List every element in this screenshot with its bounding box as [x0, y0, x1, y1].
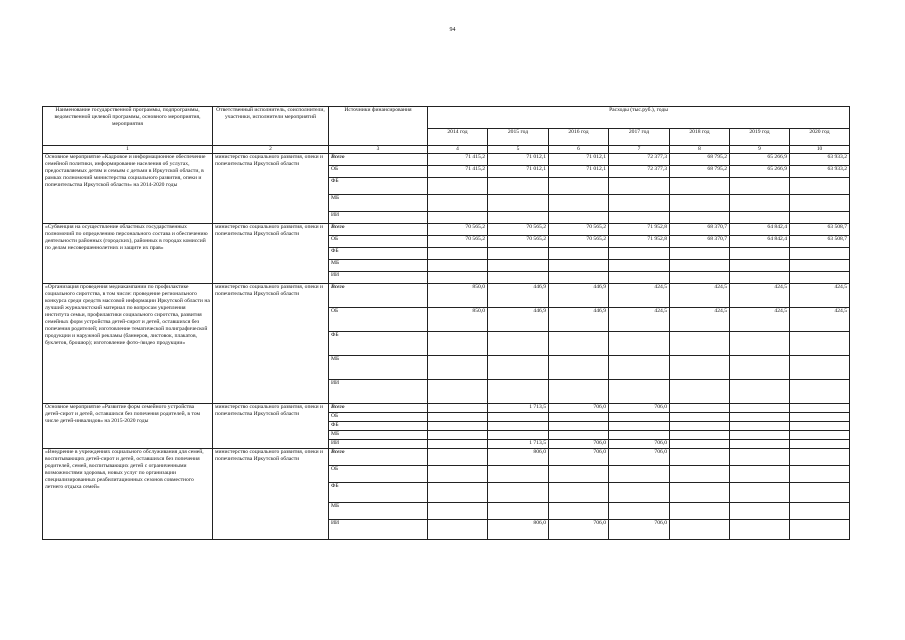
expense-value: 424,5	[609, 308, 670, 332]
funding-source: ОБ	[329, 236, 428, 248]
expense-value	[670, 260, 730, 272]
expense-value	[428, 520, 488, 540]
funding-source: ИИ	[329, 272, 428, 284]
expense-value	[730, 212, 790, 224]
expense-value	[730, 422, 790, 431]
expense-value	[609, 272, 670, 284]
expense-value	[609, 212, 670, 224]
expense-value: 424,5	[670, 308, 730, 332]
expense-value	[488, 503, 549, 520]
expense-value	[790, 212, 850, 224]
expense-value	[670, 195, 730, 212]
expense-value	[730, 404, 790, 413]
expense-value	[488, 356, 549, 380]
expense-value: 70 565,2	[549, 236, 609, 248]
funding-source: ОБ	[329, 166, 428, 178]
expense-value	[488, 380, 549, 404]
expense-value: 63 933,2	[790, 166, 850, 178]
expense-value	[730, 332, 790, 356]
expense-value: 63 933,2	[790, 154, 850, 166]
expense-value	[549, 422, 609, 431]
funding-source: ФБ	[329, 178, 428, 195]
expense-value	[428, 413, 488, 422]
expense-value	[609, 356, 670, 380]
expense-value	[428, 422, 488, 431]
expense-value: 71 952,8	[609, 224, 670, 236]
header-program: Наименование государственной программы, подпрограммы, ведомственной целевой программы, основного мероприятия, мероприятия	[43, 107, 213, 146]
expense-value: 71 012,1	[488, 154, 549, 166]
expense-value: 446,9	[549, 308, 609, 332]
expense-value	[428, 380, 488, 404]
expense-value: 70 565,2	[428, 236, 488, 248]
expense-value	[790, 356, 850, 380]
expense-value	[549, 413, 609, 422]
expense-value	[790, 178, 850, 195]
expense-value: 850,0	[428, 284, 488, 308]
header-year: 2014 год	[428, 128, 488, 145]
expense-value: 446,9	[488, 284, 549, 308]
expense-value	[488, 431, 549, 440]
expense-value	[730, 503, 790, 520]
expense-value	[488, 260, 549, 272]
expense-value	[790, 413, 850, 422]
expense-value	[549, 212, 609, 224]
expense-value	[670, 503, 730, 520]
funding-source: Всего	[329, 284, 428, 308]
expense-value	[549, 332, 609, 356]
expense-value: 70 565,2	[428, 224, 488, 236]
expense-value	[488, 272, 549, 284]
expense-value	[790, 503, 850, 520]
header-executor: Ответственный исполнитель, соисполнители, участники, исполнители мероприятий	[213, 107, 329, 146]
expense-value	[790, 422, 850, 431]
expense-value: 1 713,5	[488, 404, 549, 413]
column-index: 4	[428, 146, 488, 154]
funding-source: ФБ	[329, 422, 428, 431]
expense-value	[730, 466, 790, 483]
expense-value	[488, 178, 549, 195]
expense-value	[730, 440, 790, 449]
expense-value	[549, 431, 609, 440]
expense-value	[549, 356, 609, 380]
expense-value	[730, 195, 790, 212]
column-index: 6	[549, 146, 609, 154]
funding-source: МБ	[329, 503, 428, 520]
expense-value	[670, 413, 730, 422]
table-row	[43, 224, 850, 236]
measure-executor: министерство социального развития, опеки и попечительства Иркутской области	[213, 284, 329, 404]
expense-value	[790, 466, 850, 483]
funding-source: Всего	[329, 224, 428, 236]
expense-value	[790, 380, 850, 404]
expense-value: 71 012,1	[549, 166, 609, 178]
table-row	[43, 404, 850, 413]
measure-description: «Субвенция на осуществление областных государственных полномочий по определению персонального состава и обеспечению деятельности районных (городских), районных в городах комиссий по делам несовершеннолетних и защите их прав»	[43, 224, 213, 284]
expense-value	[488, 332, 549, 356]
expense-value: 424,5	[730, 308, 790, 332]
expense-value	[428, 431, 488, 440]
measure-executor: министерство социального развития, опеки и попечительства Иркутской области	[213, 224, 329, 284]
expense-value	[609, 178, 670, 195]
measure-executor: министерство социального развития, опеки и попечительства Иркутской области	[213, 449, 329, 540]
expense-value	[428, 178, 488, 195]
expense-value	[670, 440, 730, 449]
measure-description: «Внедрение в учреждениях социального обслуживания для семей, воспитывающих детей-сирот и детей, оставшихся без попечения родителей, семей, воспитывающих детей с ограниченными возможностями здоровья, новых услуг по организации специализированных реабилитационных сезонов совместного летнего отдыха семей»	[43, 449, 213, 540]
expense-value	[549, 483, 609, 503]
funding-source: ФБ	[329, 248, 428, 260]
expense-value	[549, 272, 609, 284]
expense-value	[609, 380, 670, 404]
expense-value	[730, 413, 790, 422]
expense-value	[549, 503, 609, 520]
expense-value	[428, 332, 488, 356]
header-year: 2020 год	[790, 128, 850, 145]
expense-value	[790, 520, 850, 540]
expense-value: 63 508,7	[790, 224, 850, 236]
expense-value: 706,0	[549, 440, 609, 449]
expense-value	[730, 520, 790, 540]
table-row	[43, 284, 850, 308]
expense-value	[428, 466, 488, 483]
funding-source: МБ	[329, 356, 428, 380]
expense-value: 1 713,5	[488, 440, 549, 449]
expense-value	[488, 422, 549, 431]
measure-description: Основное мероприятие «Кадровое и информационное обеспечение семейной политики, информирование населения об услугах, предоставляемых детям и семьям с детьми в Иркутской области, в рамках полномочий министерства социального развития, опеки и попечительства Иркутской области» на 2014-2020 годы	[43, 154, 213, 224]
expense-value: 65 266,9	[730, 154, 790, 166]
expense-value	[428, 272, 488, 284]
expense-value	[428, 356, 488, 380]
expense-value	[670, 380, 730, 404]
expense-value	[790, 332, 850, 356]
column-index: 1	[43, 146, 213, 154]
funding-source: МБ	[329, 431, 428, 440]
expense-value: 706,0	[549, 449, 609, 466]
column-index: 2	[213, 146, 329, 154]
expense-value	[730, 380, 790, 404]
header-year: 2015 год	[488, 128, 549, 145]
expense-value: 706,0	[609, 449, 670, 466]
expense-value	[488, 248, 549, 260]
expense-value	[609, 503, 670, 520]
expense-value: 424,5	[730, 284, 790, 308]
expense-value: 68 795,2	[670, 166, 730, 178]
table-row	[43, 449, 850, 466]
funding-source: ФБ	[329, 332, 428, 356]
expense-value	[670, 466, 730, 483]
expense-value	[730, 483, 790, 503]
expense-value	[428, 404, 488, 413]
expense-value	[609, 248, 670, 260]
funding-source: ОБ	[329, 466, 428, 483]
expense-value	[670, 449, 730, 466]
expense-value: 68 795,2	[670, 154, 730, 166]
expense-value: 64 842,4	[730, 236, 790, 248]
expense-value: 806,0	[488, 520, 549, 540]
expense-value: 446,9	[549, 284, 609, 308]
funding-source: МБ	[329, 195, 428, 212]
expense-value	[790, 260, 850, 272]
funding-source: ИИ	[329, 212, 428, 224]
expense-value	[609, 332, 670, 356]
expense-value	[670, 178, 730, 195]
page-number: 94	[449, 27, 456, 33]
expense-value	[488, 483, 549, 503]
expense-value	[549, 380, 609, 404]
funding-source: МБ	[329, 260, 428, 272]
column-index: 5	[488, 146, 549, 154]
expense-value	[790, 431, 850, 440]
expense-value	[488, 466, 549, 483]
funding-source: Всего	[329, 449, 428, 466]
expense-value	[790, 440, 850, 449]
expense-value: 706,0	[549, 404, 609, 413]
expense-value: 424,5	[790, 284, 850, 308]
expense-value	[488, 195, 549, 212]
expense-value: 70 565,2	[488, 224, 549, 236]
expense-value: 806,0	[488, 449, 549, 466]
expense-value	[730, 260, 790, 272]
expense-value	[730, 431, 790, 440]
column-index: 3	[329, 146, 428, 154]
expense-value	[609, 431, 670, 440]
funding-source: ИИ	[329, 380, 428, 404]
expense-value: 71 415,2	[428, 166, 488, 178]
expense-value: 850,0	[428, 308, 488, 332]
expense-value	[609, 483, 670, 503]
measure-executor: министерство социального развития, опеки и попечительства Иркутской области	[213, 404, 329, 449]
expense-value: 72 377,3	[609, 166, 670, 178]
column-index: 8	[670, 146, 730, 154]
funding-source: Всего	[329, 404, 428, 413]
header-year: 2018 год	[670, 128, 730, 145]
column-index: 7	[609, 146, 670, 154]
expense-value	[790, 449, 850, 466]
table-header	[43, 107, 850, 154]
expense-value	[609, 260, 670, 272]
expense-value: 424,5	[670, 284, 730, 308]
expense-value: 424,5	[609, 284, 670, 308]
funding-source: ОБ	[329, 413, 428, 422]
expense-value	[428, 212, 488, 224]
expense-value: 706,0	[549, 520, 609, 540]
expense-value	[790, 248, 850, 260]
table-body	[43, 154, 850, 540]
expense-value	[670, 404, 730, 413]
expense-value	[609, 466, 670, 483]
expense-value	[790, 272, 850, 284]
expense-value: 446,9	[488, 308, 549, 332]
expense-value	[428, 440, 488, 449]
funding-source: ФБ	[329, 483, 428, 503]
expense-value	[790, 483, 850, 503]
expense-value	[730, 178, 790, 195]
expense-value	[428, 260, 488, 272]
column-index: 9	[730, 146, 790, 154]
expense-value	[670, 422, 730, 431]
expense-value	[670, 356, 730, 380]
expense-value: 63 508,7	[790, 236, 850, 248]
expense-value: 706,0	[609, 404, 670, 413]
expense-value	[670, 272, 730, 284]
table-row	[43, 154, 850, 166]
expense-value	[670, 431, 730, 440]
expense-value	[549, 248, 609, 260]
expense-value: 706,0	[609, 520, 670, 540]
expense-value: 68 370,7	[670, 224, 730, 236]
expense-value	[730, 272, 790, 284]
expense-value	[730, 356, 790, 380]
expense-value	[670, 248, 730, 260]
expense-value	[428, 195, 488, 212]
expense-value: 71 012,1	[488, 166, 549, 178]
measure-description: «Организация проведения медиакампании по профилактике социального сиротства, в том числе: проведение регионального конкурса среди средств массовой информации Иркутской области на лучший журналистский материал по вопросам укрепления института семьи, профилактики социального сиротства, развития семейных форм устройства детей-сирот и детей, оставшихся без попечения родителей; изготовление тематической полиграфической продукции и наружной рекламы (баннеров, листовок, плакатов, буклетов, брошюр); изготовление фото-/видео продукции»	[43, 284, 213, 404]
expense-value	[549, 466, 609, 483]
expense-value: 64 842,4	[730, 224, 790, 236]
expense-value: 71 012,1	[549, 154, 609, 166]
budget-table	[42, 106, 850, 540]
header-source: Источники финансирования	[329, 107, 428, 146]
header-year: 2017 год	[609, 128, 670, 145]
expense-value: 68 370,7	[670, 236, 730, 248]
expense-value	[428, 248, 488, 260]
expense-value	[609, 413, 670, 422]
expense-value	[549, 178, 609, 195]
funding-source: ИИ	[329, 440, 428, 449]
expense-value: 70 565,2	[488, 236, 549, 248]
expense-value	[549, 260, 609, 272]
header-index-row	[43, 146, 850, 154]
expense-value	[790, 195, 850, 212]
expense-value	[428, 449, 488, 466]
expense-value	[549, 195, 609, 212]
expense-value	[488, 413, 549, 422]
expense-value	[670, 212, 730, 224]
funding-source: ИИ	[329, 520, 428, 540]
expense-value: 71 952,8	[609, 236, 670, 248]
funding-source: Всего	[329, 154, 428, 166]
expense-value: 65 266,9	[730, 166, 790, 178]
expense-value	[790, 404, 850, 413]
expense-value	[670, 520, 730, 540]
expense-value: 70 565,2	[549, 224, 609, 236]
header-expenses: Расходы (тыс.руб.), годы	[428, 107, 850, 129]
expense-value	[730, 449, 790, 466]
expense-value: 424,5	[790, 308, 850, 332]
expense-value	[609, 195, 670, 212]
expense-value	[428, 483, 488, 503]
expense-value	[670, 483, 730, 503]
expense-value	[488, 212, 549, 224]
expense-value	[609, 422, 670, 431]
measure-description: Основное мероприятие «Развитие форм семейного устройства детей-сирот и детей, оставшихся без попечения родителей, в том числе детей-инвалидов» на 2015-2020 годы	[43, 404, 213, 449]
column-index: 10	[790, 146, 850, 154]
funding-source: ОБ	[329, 308, 428, 332]
expense-value: 72 377,3	[609, 154, 670, 166]
expense-value: 706,0	[609, 440, 670, 449]
expense-value	[670, 332, 730, 356]
expense-value	[428, 503, 488, 520]
measure-executor: министерство социального развития, опеки и попечительства Иркутской области	[213, 154, 329, 224]
header-year: 2016 год	[549, 128, 609, 145]
header-year: 2019 год	[730, 128, 790, 145]
expense-value	[730, 248, 790, 260]
expense-value: 71 415,2	[428, 154, 488, 166]
